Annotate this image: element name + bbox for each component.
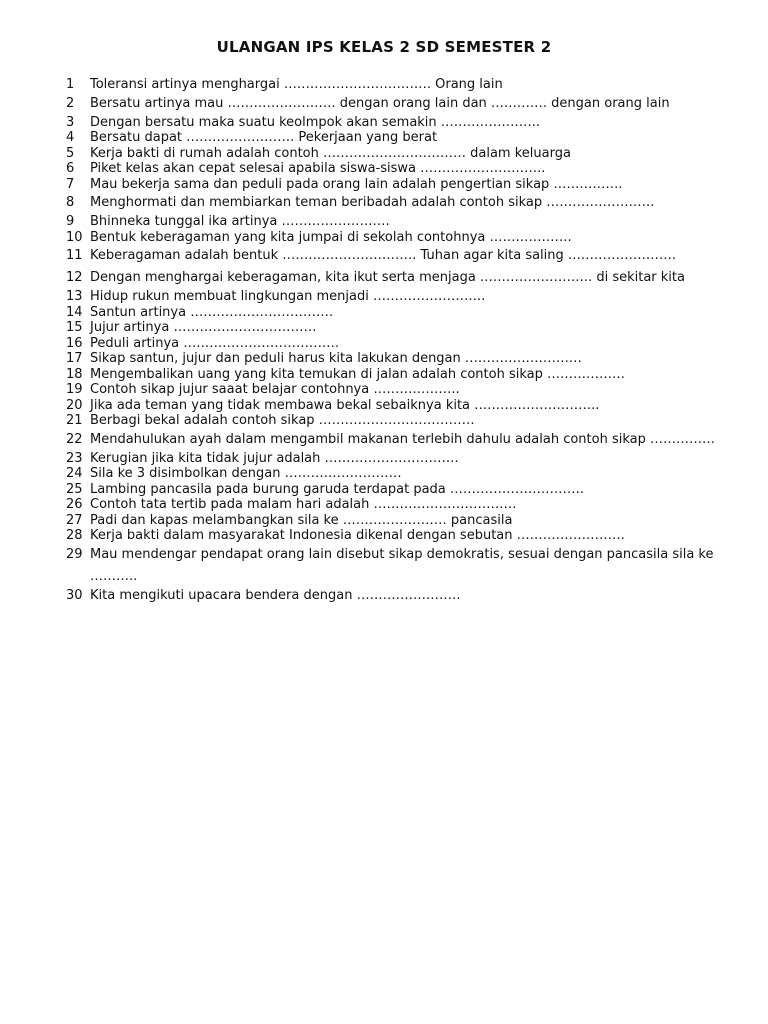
question-item bbox=[66, 93, 726, 115]
question-item bbox=[66, 588, 726, 604]
question-text: Berbagi bekal adalah contoh sikap ……………………………… bbox=[90, 413, 475, 428]
question-item bbox=[66, 230, 726, 246]
question-number: 21 bbox=[66, 413, 83, 428]
question-number: 28 bbox=[66, 528, 83, 543]
question-item bbox=[66, 336, 726, 352]
question-text: Dengan bersatu maka suatu keolmpok akan semakin ………………….. bbox=[90, 114, 541, 130]
question-text: Mau mendengar pendapat orang lain disebut sikap demokratis, sesuai dengan pancasila sila ke ……….. bbox=[90, 546, 714, 584]
question-number: 3 bbox=[66, 114, 75, 130]
question-number: 22 bbox=[66, 431, 83, 447]
question-text: Kita mengikuti upacara bendera dengan …………………… bbox=[90, 587, 461, 603]
question-item bbox=[66, 267, 726, 289]
question-number: 5 bbox=[66, 145, 75, 161]
question-item bbox=[66, 413, 726, 429]
question-number: 26 bbox=[66, 497, 83, 512]
question-number: 30 bbox=[66, 587, 83, 603]
question-text: Bhinneka tunggal ika artinya ……………………. bbox=[90, 214, 390, 229]
question-item bbox=[66, 367, 726, 383]
question-text: Toleransi artinya menghargai ……………………………. Orang lain bbox=[90, 77, 503, 92]
question-text: Keberagaman adalah bentuk …………………………. Tuhan agar kita saling ……………………. bbox=[90, 248, 677, 263]
question-number: 16 bbox=[66, 335, 83, 351]
question-text: Contoh sikap jujur saaat belajar contohnya ……………….. bbox=[90, 382, 460, 397]
question-text: Mengembalikan uang yang kita temukan di jalan adalah contoh sikap ……………… bbox=[90, 366, 625, 382]
question-item bbox=[66, 320, 726, 336]
question-number: 4 bbox=[66, 130, 75, 145]
question-text: Jika ada teman yang tidak membawa bekal sebaiknya kita ……………………….. bbox=[90, 397, 600, 413]
question-text: Lambing pancasila pada burung garuda terdapat pada …………………………. bbox=[90, 481, 585, 497]
question-text: Contoh tata tertib pada malam hari adalah …………………………… bbox=[90, 497, 517, 512]
question-item bbox=[66, 429, 726, 451]
question-number: 25 bbox=[66, 481, 83, 497]
question-item bbox=[66, 528, 726, 544]
question-number: 15 bbox=[66, 320, 83, 335]
question-number: 1 bbox=[66, 77, 75, 92]
question-item bbox=[66, 192, 726, 214]
question-item bbox=[66, 451, 726, 467]
question-text: Dengan menghargai keberagaman, kita ikut serta menjaga …………………….. di sekitar kita bbox=[90, 270, 685, 285]
question-item bbox=[66, 146, 726, 162]
question-number: 23 bbox=[66, 450, 83, 466]
question-number: 8 bbox=[66, 195, 75, 210]
question-text: Bentuk keberagaman yang kita jumpai di sekolah contohnya ………………. bbox=[90, 229, 572, 245]
question-number: 2 bbox=[66, 95, 75, 111]
question-number: 24 bbox=[66, 466, 83, 481]
question-item bbox=[66, 130, 726, 146]
question-item bbox=[66, 398, 726, 414]
question-number: 18 bbox=[66, 366, 83, 382]
question-number: 12 bbox=[66, 270, 83, 285]
question-text: Jujur artinya …………………………… bbox=[90, 320, 317, 335]
question-text: Mendahulukan ayah dalam mengambil makanan terlebih dahulu adalah contoh sikap …………… bbox=[90, 431, 715, 447]
question-item bbox=[66, 351, 726, 367]
question-text: Bersatu artinya mau ……………………. dengan orang lain dan …………. dengan orang lain bbox=[90, 95, 670, 111]
question-item bbox=[66, 115, 726, 131]
question-number: 17 bbox=[66, 351, 83, 366]
question-text: Menghormati dan membiarkan teman beribadah adalah contoh sikap ……………………. bbox=[90, 195, 655, 210]
question-number: 29 bbox=[66, 546, 83, 562]
question-number: 20 bbox=[66, 397, 83, 413]
question-item bbox=[66, 513, 726, 529]
question-number: 9 bbox=[66, 214, 75, 229]
question-number: 19 bbox=[66, 382, 83, 397]
question-item bbox=[66, 497, 726, 513]
question-item bbox=[66, 305, 726, 321]
question-item bbox=[66, 177, 726, 193]
question-item bbox=[66, 161, 726, 177]
question-text: Bersatu dapat ……………………. Pekerjaan yang berat bbox=[90, 130, 438, 145]
question-item bbox=[66, 77, 726, 93]
question-text: Sikap santun, jujur dan peduli harus kita lakukan dengan ……………………… bbox=[90, 351, 582, 366]
question-text: Kerja bakti dalam masyarakat Indonesia dikenal dengan sebutan ……………………. bbox=[90, 528, 625, 543]
question-number: 14 bbox=[66, 304, 83, 320]
question-item bbox=[66, 289, 726, 305]
question-item bbox=[66, 382, 726, 398]
question-number: 7 bbox=[66, 176, 75, 192]
question-text: Peduli artinya ……………………………… bbox=[90, 335, 340, 351]
question-text: Mau bekerja sama dan peduli pada orang lain adalah pengertian sikap ……………. bbox=[90, 176, 623, 192]
question-number: 27 bbox=[66, 512, 83, 528]
question-text: Padi dan kapas melambangkan sila ke …………………… pancasila bbox=[90, 512, 513, 528]
question-text: Santun artinya …………………………… bbox=[90, 304, 334, 320]
question-number: 13 bbox=[66, 289, 83, 304]
question-text: Hidup rukun membuat lingkungan menjadi …………………….. bbox=[90, 289, 486, 304]
question-item bbox=[66, 214, 726, 230]
question-number: 10 bbox=[66, 229, 83, 245]
question-text: Kerja bakti di rumah adalah contoh …………………………… dalam keluarga bbox=[90, 145, 571, 161]
question-item bbox=[66, 482, 726, 498]
question-item bbox=[66, 245, 726, 267]
question-text: Sila ke 3 disimbolkan dengan ……………………… bbox=[90, 466, 402, 481]
question-item bbox=[66, 466, 726, 482]
question-text: Piket kelas akan cepat selesai apabila siswa-siswa ……………………….. bbox=[90, 161, 546, 176]
question-number: 6 bbox=[66, 161, 75, 176]
question-text: Kerugian jika kita tidak jujur adalah …………………………. bbox=[90, 450, 459, 466]
question-item bbox=[66, 544, 726, 588]
question-list bbox=[66, 77, 726, 603]
question-number: 11 bbox=[66, 248, 83, 263]
page-title: ULANGAN IPS KELAS 2 SD SEMESTER 2 bbox=[216, 38, 552, 56]
